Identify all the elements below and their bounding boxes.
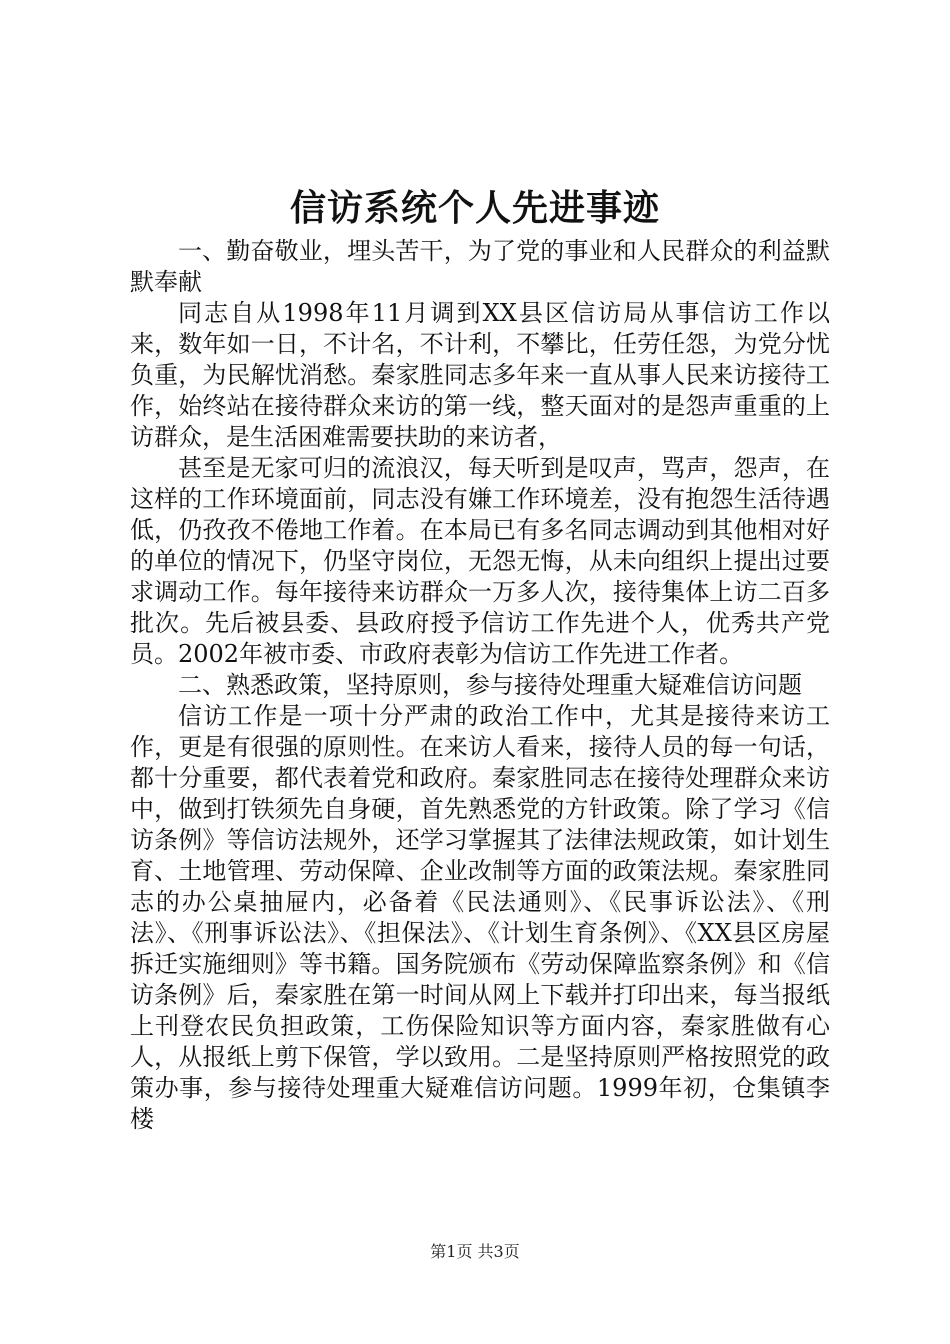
document-title: 信访系统个人先进事迹 [289,187,660,229]
page-footer [0,1242,950,1262]
section-heading-2: 二、熟悉政策，坚持原则，参与接待处理重大疑难信访问题 [178,671,802,699]
body-paragraph: 同志自从1998年11月调到XX县区信访局从事信访工作以来，数年如一日，不计名，不计利，不攀比，任劳任怨，为党分忧负重，为民解忧消愁。秦家胜同志多年来一直从事人民来访接待工作，始终站在接待群众来访的第一线，整天面对的是怨声重重的上访群众，是生活困难需要扶助的来访者， [130,299,830,451]
section-heading-1: 一、勤奋敬业，埋头苦干，为了党的事业和人民群众的利益默默奉献 [130,237,830,296]
body-paragraph: 甚至是无家可归的流浪汉，每天听到是叹声，骂声，怨声，在这样的工作环境面前，同志没有嫌工作环境差，没有抱怨生活待遇低，仍孜孜不倦地工作着。在本局已有多名同志调动到其他相对好的单位的情况下，仍坚守岗位，无怨无悔，从未向组织上提出过要求调动工作。每年接待来访群众一万多人次，接待集体上访二百多批次。先后被县委、县政府授予信访工作先进个人，优秀共产党员。2002年被市委、市政府表彰为信访工作先进工作者。 [130,454,830,668]
page-number: 第1页 共3页 [430,1242,520,1261]
document-body [130,236,830,1135]
body-paragraph: 信访工作是一项十分严肃的政治工作中，尤其是接待来访工作，更是有很强的原则性。在来访人看来，接待人员的每一句话，都十分重要，都代表着党和政府。秦家胜同志在接待处理群众来访中，做到打铁须先自身硬，首先熟悉党的方针政策。除了学习《信访条例》等信访法规外，还学习掌握其了法律法规政策，如计划生育、土地管理、劳动保障、企业改制等方面的政策法规。秦家胜同志的办公桌抽屉内，必备着《民法通则》、《民事诉讼法》、《刑法》、《刑事诉讼法》、《担保法》、《计划生育条例》、《XX县区房屋拆迁实施细则》等书籍。国务院颁布《劳动保障监察条例》和《信访条例》后，秦家胜在第一时间从网上下载并打印出来，每当报纸上刊登农民负担政策，工伤保险知识等方面内容，秦家胜做有心人，从报纸上剪下保管，学以致用。二是坚持原则严格按照党的政策办事，参与接待处理重大疑难信访问题。1999年初，仓集镇李楼 [130,702,830,1133]
